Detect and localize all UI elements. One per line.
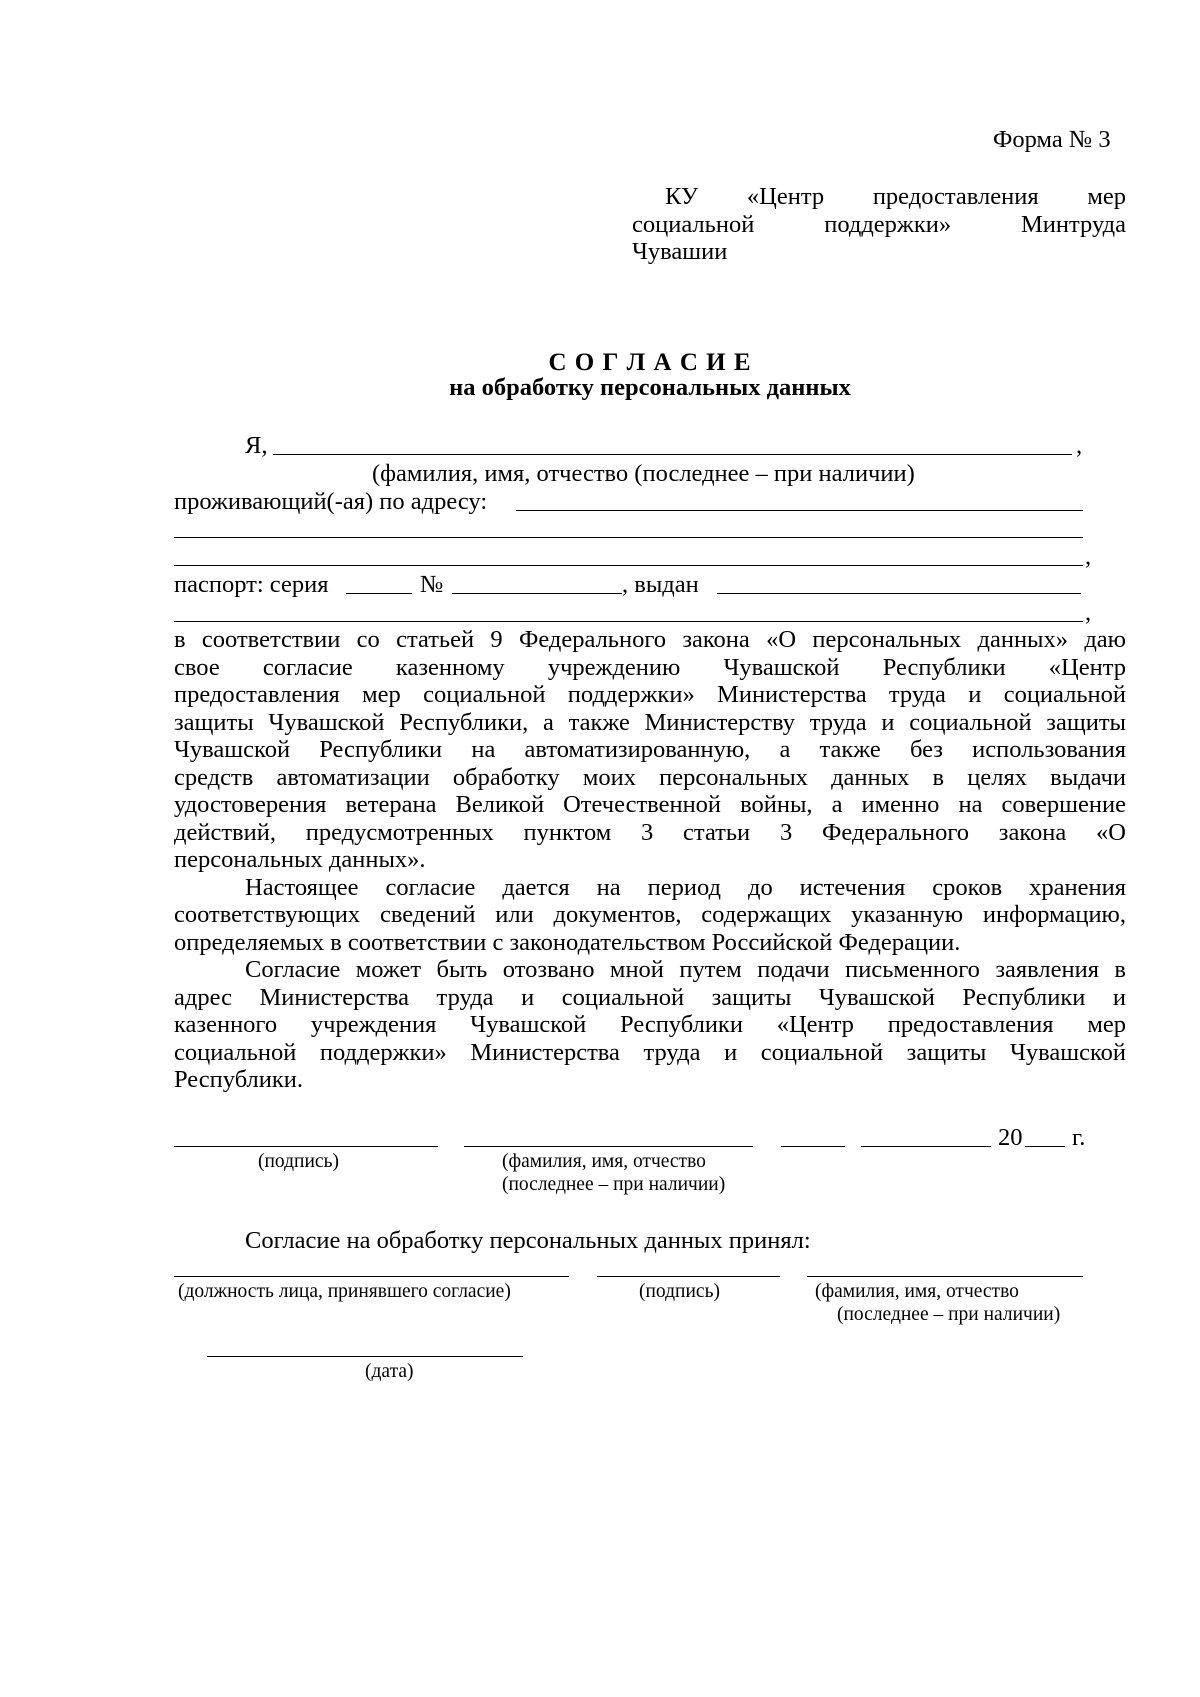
applicant-fio-hint-2: (последнее – при наличии) bbox=[502, 1174, 726, 1195]
body-line: Республики. bbox=[174, 1066, 304, 1093]
passport-number-label: № bbox=[420, 571, 444, 598]
address-line-2[interactable] bbox=[174, 537, 1083, 538]
comma: , bbox=[1085, 599, 1092, 626]
body-line: определяемых в соответствии с законодательством Российской Федерации. bbox=[174, 929, 961, 956]
date-day-line[interactable] bbox=[781, 1146, 845, 1147]
body-line: соответствующих сведений или документов, содержащих указанную информацию, bbox=[174, 901, 1126, 928]
applicant-fio-hint-1: (фамилия, имя, отчество bbox=[502, 1151, 706, 1172]
addressee-line-2: социальной поддержки» Минтруда bbox=[632, 211, 1126, 238]
issued-line-2[interactable] bbox=[174, 621, 1083, 622]
body-line: действий, предусмотренных пунктом 3 статьи 3 Федерального закона «О bbox=[174, 819, 1126, 846]
body-line: казенного учреждения Чувашской Республики «Центр предоставления мер bbox=[174, 1011, 1126, 1038]
body-line: Чувашской Республики на автоматизированную, а также без использования bbox=[174, 736, 1126, 763]
acceptance-heading: Согласие на обработку персональных данных принял: bbox=[245, 1227, 811, 1254]
addressee-line-1: КУ «Центр предоставления мер bbox=[665, 183, 1126, 210]
document-subtitle: на обработку персональных данных bbox=[449, 374, 851, 401]
form-number: Форма № 3 bbox=[993, 126, 1111, 153]
date-month-line[interactable] bbox=[861, 1146, 991, 1147]
address-line-1[interactable] bbox=[516, 510, 1083, 511]
issued-label: , выдан bbox=[622, 571, 699, 598]
acceptor-signature-line[interactable] bbox=[597, 1276, 780, 1277]
body-line: Согласие может быть отозвано мной путем подачи письменного заявления в bbox=[245, 956, 1126, 983]
applicant-fio-line[interactable] bbox=[464, 1146, 753, 1147]
applicant-signature-line[interactable] bbox=[174, 1146, 438, 1147]
body-line: свое согласие казенному учреждению Чувашской Республики «Центр bbox=[174, 654, 1126, 681]
acceptance-date-hint: (дата) bbox=[365, 1361, 414, 1382]
comma: , bbox=[1076, 432, 1083, 459]
body-line: удостоверения ветерана Великой Отечественной войны, а именно на совершение bbox=[174, 791, 1126, 818]
year-suffix: г. bbox=[1072, 1124, 1086, 1151]
body-line: персональных данных». bbox=[174, 846, 426, 873]
fio-hint: (фамилия, имя, отчество (последнее – при наличии) bbox=[372, 460, 915, 487]
body-line: средств автоматизации обработку моих персональных данных в целях выдачи bbox=[174, 764, 1126, 791]
body-line: предоставления мер социальной поддержки» Министерства труда и социальной bbox=[174, 681, 1126, 708]
acceptor-position-hint: (должность лица, принявшего согласие) bbox=[178, 1281, 511, 1302]
acceptance-date-line[interactable] bbox=[207, 1356, 523, 1357]
fio-line[interactable] bbox=[273, 454, 1072, 455]
issued-line-1[interactable] bbox=[717, 593, 1081, 594]
acceptor-fio-hint-1: (фамилия, имя, отчество bbox=[815, 1281, 1019, 1302]
year-prefix: 20 bbox=[998, 1124, 1023, 1151]
acceptor-signature-hint: (подпись) bbox=[639, 1281, 720, 1302]
passport-series-label: паспорт: серия bbox=[174, 571, 329, 598]
addressee-line-3: Чувашии bbox=[632, 238, 728, 265]
acceptor-fio-line[interactable] bbox=[807, 1276, 1083, 1277]
body-line: адрес Министерства труда и социальной защиты Чувашской Республики и bbox=[174, 984, 1126, 1011]
body-line: защиты Чувашской Республики, а также Министерству труда и социальной защиты bbox=[174, 709, 1126, 736]
acceptor-position-line[interactable] bbox=[174, 1276, 569, 1277]
passport-number-line[interactable] bbox=[452, 593, 622, 594]
body-line: социальной поддержки» Министерства труда и социальной защиты Чувашской bbox=[174, 1039, 1126, 1066]
body-line: Настоящее согласие дается на период до истечения сроков хранения bbox=[245, 874, 1126, 901]
body-line: в соответствии со статьей 9 Федерального закона «О персональных данных» даю bbox=[174, 626, 1126, 653]
i-label: Я, bbox=[245, 432, 268, 459]
applicant-signature-hint: (подпись) bbox=[258, 1151, 339, 1172]
address-line-3[interactable] bbox=[174, 565, 1083, 566]
date-year-line[interactable] bbox=[1025, 1146, 1065, 1147]
document-title: С О Г Л А С И Е bbox=[548, 349, 752, 376]
passport-series-line[interactable] bbox=[346, 593, 412, 594]
comma: , bbox=[1085, 543, 1092, 570]
address-label: проживающий(-ая) по адресу: bbox=[174, 488, 488, 515]
acceptor-fio-hint-2: (последнее – при наличии) bbox=[837, 1304, 1061, 1325]
